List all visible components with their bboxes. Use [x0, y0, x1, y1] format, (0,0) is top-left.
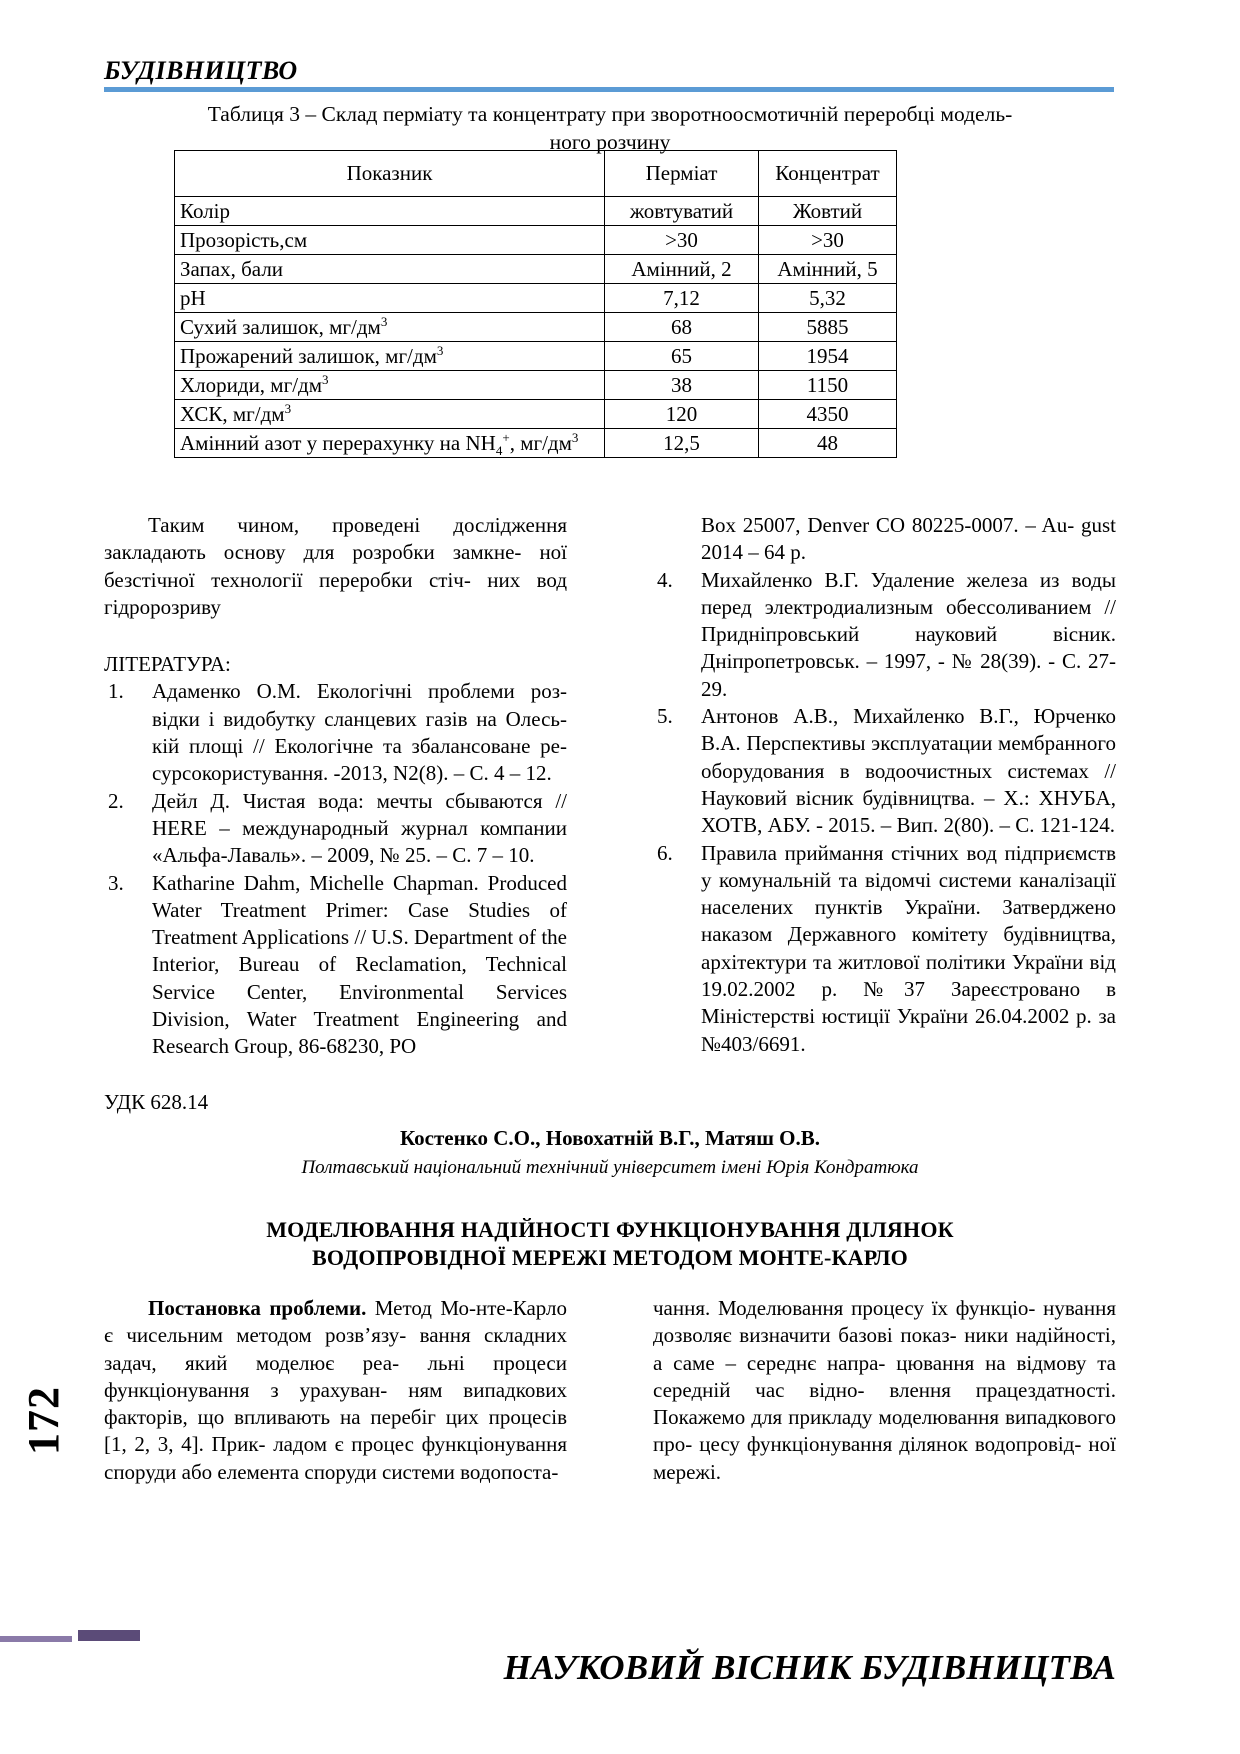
- reference-text: Михайленко В.Г. Удаление железа из воды перед электродиализным обессоливанием // Придніпровський науковий вісник. Дніпропетровськ. – 1997, - № 28(39). - С. 27-29.: [701, 567, 1116, 701]
- reference-text: Дейл Д. Чистая вода: мечты сбываются // HERE – международный журнал компании «Альфа-Лаваль». – 2009, № 25. – С. 7 – 10.: [152, 788, 567, 868]
- paragraph-line: Таким чином, проведені дослідження: [148, 513, 567, 537]
- udk-code: УДК 628.14: [104, 1090, 209, 1114]
- unit-exponent: 3: [436, 342, 444, 358]
- formula-subscript: 4: [495, 442, 503, 458]
- intro-column-right: [653, 1295, 1116, 1486]
- row-permeate: 120: [605, 400, 759, 429]
- row-concentrate: Жовтий: [759, 197, 897, 226]
- table-row: [175, 400, 897, 429]
- table-row: [175, 284, 897, 313]
- table-caption-line-2: ного розчину: [549, 130, 671, 155]
- reference-text: Адаменко О.М. Екологічні проблеми роз-відки і видобутку сланцевих газів на Олесь-кій площі // Екологічне та збалансоване ре-сурсокористування. -2013, N2(8). – С. 4 – 12.: [152, 679, 567, 786]
- reference-number: 5.: [657, 704, 673, 729]
- table-caption: [104, 100, 1116, 157]
- body-column-left: [104, 512, 567, 1061]
- continuation-line: gust 2014 – 64 p.: [701, 513, 1116, 565]
- row-concentrate: Амінний, 5: [759, 255, 897, 284]
- row-indicator: [175, 371, 605, 400]
- paragraph-line: на перебіг цих процесів [1, 2, 3, 4]. Прик-: [104, 1405, 568, 1457]
- paragraph-line: нте-Карло є чисельним методом розв’язу-: [104, 1296, 567, 1348]
- article-authors: Костенко С.О., Новохатній В.Г., Матяш О.В.: [399, 1126, 821, 1150]
- table-caption-line-1: Таблиця 3 – Склад перміату та концентрату при зворотноосмотичній переробці модель-: [207, 102, 1013, 126]
- unit-exponent: 3: [322, 371, 329, 387]
- conclusion-paragraph: [104, 512, 567, 621]
- row-indicator-text: Хлориди, мг/дм: [180, 372, 323, 397]
- article-title: [134, 1216, 1086, 1271]
- row-concentrate: 4350: [759, 400, 897, 429]
- paragraph-line: вання складних задач, який моделює реа-: [104, 1323, 567, 1375]
- paragraph-line: ням випадкових факторів, що впливають: [104, 1377, 567, 1430]
- paragraph-line: льні процеси функціонування з урахуван-: [104, 1350, 567, 1402]
- reference-list-left: [104, 678, 567, 1060]
- footer-journal-title: НАУКОВИЙ ВІСНИК БУДІВНИЦТВА: [503, 1648, 1116, 1687]
- row-indicator: Прозорість,см: [175, 226, 605, 255]
- row-indicator-text: Сухий залишок, мг/дм: [180, 314, 381, 339]
- paragraph-line: або елемента споруди системи водопоста-: [181, 1459, 559, 1484]
- list-item: [653, 840, 1116, 1058]
- reference-number: 6.: [657, 840, 673, 865]
- running-head: [104, 58, 1114, 92]
- running-head-rule: [104, 87, 1114, 92]
- literature-heading: ЛІТЕРАТУРА:: [104, 652, 231, 677]
- paragraph-line: ної мережі.: [653, 1432, 1116, 1484]
- row-permeate: 7,12: [605, 284, 759, 313]
- row-concentrate: 1954: [759, 342, 897, 371]
- unit-exponent: 3: [380, 313, 388, 329]
- row-indicator: Запах, бали: [175, 255, 605, 284]
- table-row: [175, 313, 897, 342]
- table-header-permeate: Перміат: [605, 151, 759, 197]
- intro-lead-in: Постановка проблеми.: [148, 1296, 367, 1320]
- paragraph-line: нування дозволяє визначити базові показ-: [653, 1296, 1117, 1348]
- table-row: [175, 429, 897, 458]
- page-number: 172: [19, 1386, 68, 1455]
- row-indicator-text: ХСК, мг/дм: [180, 401, 285, 426]
- reference-number: 3.: [108, 870, 124, 895]
- paragraph-line: чання. Моделювання процесу їх функціо-: [653, 1296, 1036, 1320]
- row-permeate: 65: [605, 342, 759, 371]
- article-affiliation: Полтавський національний технічний університет імені Юрія Кондратюка: [301, 1157, 919, 1178]
- list-item: [104, 788, 567, 870]
- formula-charge: +: [502, 429, 510, 445]
- unit-exponent: 3: [284, 400, 292, 416]
- row-concentrate: >30: [759, 226, 897, 255]
- row-permeate: Амінний, 2: [605, 255, 759, 284]
- running-head-title: БУДІВНИЦТВО: [104, 56, 298, 85]
- paragraph-line: ники надійності, а саме – середнє напра-: [653, 1323, 1117, 1375]
- table-3-wrapper: [174, 150, 896, 458]
- intro-column-left: [104, 1295, 567, 1486]
- reference-list-right: [653, 567, 1116, 1058]
- reference-number: 4.: [657, 567, 673, 592]
- reference-number: 1.: [108, 679, 124, 704]
- table-header-indicator: Показник: [175, 151, 605, 197]
- article-title-line-1: МОДЕЛЮВАННЯ НАДІЙНОСТІ ФУНКЦІОНУВАННЯ ДІЛЯНОК: [266, 1217, 954, 1242]
- table-row: [175, 342, 897, 371]
- continuation-line: Box 25007, Denver CO 80225-0007. – Au-: [701, 513, 1075, 537]
- table-row: [175, 255, 897, 284]
- reference-text: Правила приймання стічних вод підприємств у комунальній та відомчі системи каналізації населених пунктів України. Затверджено наказом Державного комітету будівництва, архітектури та житлової політики України від 19.02.2002 р. №37 Зареєстровано в Міністерстві юстиції України 26.04.2002 р. за №403/6691.: [701, 840, 1116, 1056]
- row-indicator: [175, 400, 605, 429]
- body-columns-lower: [104, 1295, 1116, 1555]
- reference-continuation: [653, 512, 1116, 567]
- row-concentrate: 5,32: [759, 284, 897, 313]
- list-item: [653, 567, 1116, 703]
- list-item: [104, 870, 567, 1061]
- list-item: [653, 703, 1116, 839]
- list-item: [104, 678, 567, 787]
- paragraph-line: ної безстічної технології переробки стіч-: [104, 540, 568, 592]
- reference-text: Katharine Dahm, Michelle Chapman. Produced Water Treatment Primer: Case Studies of Treatment Applications // U.S. Department of the Interior, Bureau of Reclamation, Technical Service Center, Environmental Services Division, Water Treatment Engineering and Research Group, 86-68230, PO: [152, 870, 567, 1059]
- row-indicator: [175, 429, 605, 458]
- row-permeate: 68: [605, 313, 759, 342]
- paragraph-line: ладом є процес функціонування споруди: [104, 1432, 567, 1484]
- row-permeate: >30: [605, 226, 759, 255]
- paragraph-line: цесу функціонування ділянок водопровід-: [699, 1432, 1082, 1457]
- footer-accent-bar-dark: [78, 1630, 140, 1641]
- row-indicator: pH: [175, 284, 605, 313]
- unit-exponent: 3: [571, 429, 579, 445]
- row-indicator: Колір: [175, 197, 605, 226]
- paragraph-line: прикладу моделювання випадкового про-: [653, 1405, 1116, 1457]
- row-permeate: 38: [605, 371, 759, 400]
- row-permeate: жовтуватий: [605, 197, 759, 226]
- paragraph-line: Метод Мо-: [366, 1296, 477, 1320]
- table-row: [175, 197, 897, 226]
- row-indicator-text: Прожарений залишок, мг/дм: [180, 343, 437, 368]
- table-header-row: [175, 151, 897, 197]
- reference-number: 2.: [108, 788, 124, 813]
- body-columns-upper: [104, 512, 1116, 1059]
- paragraph-line: влення працездатності. Покажемо для: [653, 1377, 1117, 1430]
- row-permeate: 12,5: [605, 429, 759, 458]
- row-indicator-text: Амінний азот у перерахунку на NH: [180, 430, 496, 455]
- row-concentrate: 48: [759, 429, 897, 458]
- table-row: [175, 226, 897, 255]
- row-indicator-unit: , мг/дм: [509, 430, 572, 455]
- row-concentrate: 1150: [759, 371, 897, 400]
- table-row: [175, 371, 897, 400]
- footer-accent-bar-light: [0, 1636, 72, 1642]
- article-title-line-2: ВОДОПРОВІДНОЇ МЕРЕЖІ МЕТОДОМ МОНТЕ-КАРЛО: [312, 1244, 908, 1270]
- intro-paragraph-right: [653, 1295, 1116, 1486]
- row-indicator: [175, 342, 605, 371]
- row-indicator: [175, 313, 605, 342]
- body-column-right: [653, 512, 1116, 1058]
- paragraph-line: цювання на відмову та середній час відно-: [653, 1350, 1116, 1402]
- row-concentrate: 5885: [759, 313, 897, 342]
- reference-text: Антонов А.В., Михайленко В.Г., Юрченко В.А. Перспективы эксплуатации мембранного оборудования в водоочистных системах // Науковий вісник будівництва. – Х.: ХНУБА, ХОТВ, АБУ. - 2015. – Вип. 2(80). – С. 121-124.: [701, 704, 1116, 838]
- intro-paragraph-left: [104, 1295, 567, 1486]
- table-header-concentrate: Концентрат: [759, 151, 897, 197]
- table-3: [174, 150, 897, 458]
- paragraph-line: них вод гідророзриву: [104, 567, 568, 619]
- paragraph-line: закладають основу для розробки замкне-: [104, 540, 522, 565]
